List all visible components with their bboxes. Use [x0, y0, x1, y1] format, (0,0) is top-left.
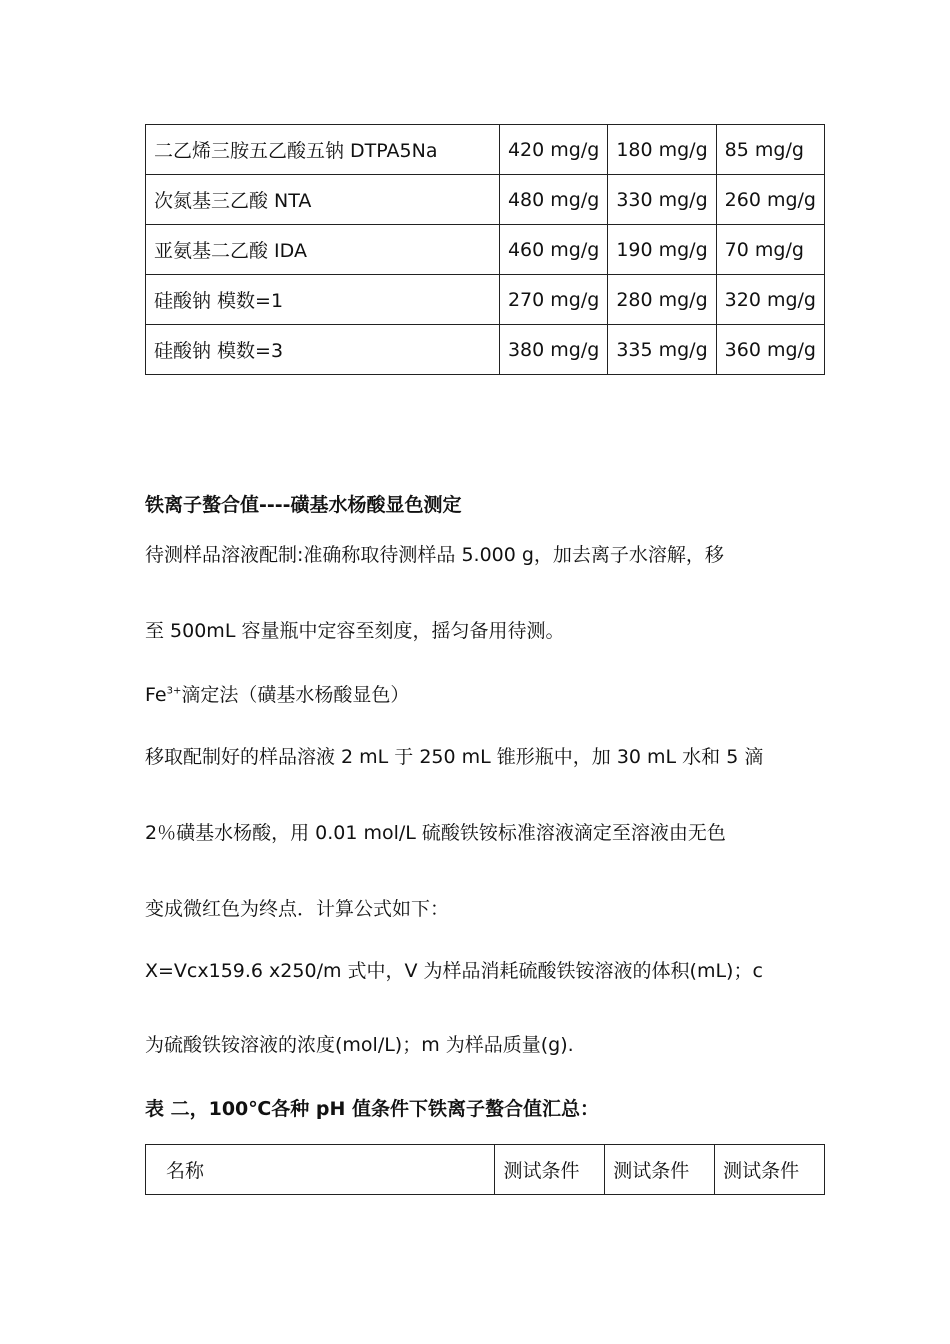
table-cell-value: 360 mg/g	[716, 325, 824, 375]
table2-caption: 表 二，100℃各种 pH 值条件下铁离子螯合值汇总：	[145, 1098, 600, 1120]
procedure-paragraph-line: 2％磺基水杨酸，用 0.01 mol/L 硫酸铁铵标准溶液滴定至溶液由无色	[145, 822, 726, 844]
table-row	[146, 225, 825, 275]
formula-paragraph-line: 为硫酸铁铵溶液的浓度(mol/L)；m 为样品质量(g).	[145, 1034, 574, 1056]
table-cell-value: 335 mg/g	[608, 325, 716, 375]
procedure-paragraph-line: 变成微红色为终点．计算公式如下：	[145, 898, 450, 920]
chelation-summary-table	[145, 1144, 825, 1195]
table-header-condition: 测试条件	[495, 1145, 605, 1195]
table-row	[146, 175, 825, 225]
section-heading: 铁离子螯合值----磺基水杨酸显色测定	[145, 494, 462, 516]
method-title	[145, 680, 409, 707]
table-cell-value: 480 mg/g	[499, 175, 607, 225]
procedure-paragraph-line: 移取配制好的样品溶液 2 mL 于 250 mL 锥形瓶中，加 30 mL 水和 5 滴	[145, 746, 764, 768]
table-cell-name: 次氮基三乙酸 NTA	[146, 175, 500, 225]
table-header-condition: 测试条件	[715, 1145, 825, 1195]
method-superscript: 3+	[166, 685, 182, 697]
table-row	[146, 325, 825, 375]
table-cell-value: 260 mg/g	[716, 175, 824, 225]
table-cell-value: 70 mg/g	[716, 225, 824, 275]
formula-paragraph-line: X=Vcx159.6 x250/m 式中，V 为样品消耗硫酸铁铵溶液的体积(mL)；c	[145, 960, 763, 982]
table-cell-name: 亚氨基二乙酸 IDA	[146, 225, 500, 275]
table-cell-value: 190 mg/g	[608, 225, 716, 275]
prep-paragraph-line: 待测样品溶液配制:准确称取待测样品 5.000 g，加去离子水溶解，移	[145, 544, 724, 566]
table-row	[146, 125, 825, 175]
table-header-condition: 测试条件	[605, 1145, 715, 1195]
table-cell-name: 硅酸钠 模数=3	[146, 325, 500, 375]
table-cell-name: 二乙烯三胺五乙酸五钠 DTPA5Na	[146, 125, 500, 175]
table-cell-value: 180 mg/g	[608, 125, 716, 175]
chelation-value-table	[145, 124, 825, 375]
table-header-row	[146, 1145, 825, 1195]
table-cell-name: 硅酸钠 模数=1	[146, 275, 500, 325]
table-header-name: 名称	[146, 1145, 495, 1195]
table-cell-value: 270 mg/g	[499, 275, 607, 325]
table-cell-value: 330 mg/g	[608, 175, 716, 225]
table-row	[146, 275, 825, 325]
method-prefix: Fe	[145, 684, 167, 706]
table-cell-value: 460 mg/g	[499, 225, 607, 275]
method-suffix: 滴定法（磺基水杨酸显色）	[181, 684, 410, 706]
table-cell-value: 85 mg/g	[716, 125, 824, 175]
table-cell-value: 320 mg/g	[716, 275, 824, 325]
table-cell-value: 280 mg/g	[608, 275, 716, 325]
table-cell-value: 380 mg/g	[499, 325, 607, 375]
table-cell-value: 420 mg/g	[499, 125, 607, 175]
prep-paragraph-line: 至 500mL 容量瓶中定容至刻度，摇匀备用待测。	[145, 620, 565, 642]
